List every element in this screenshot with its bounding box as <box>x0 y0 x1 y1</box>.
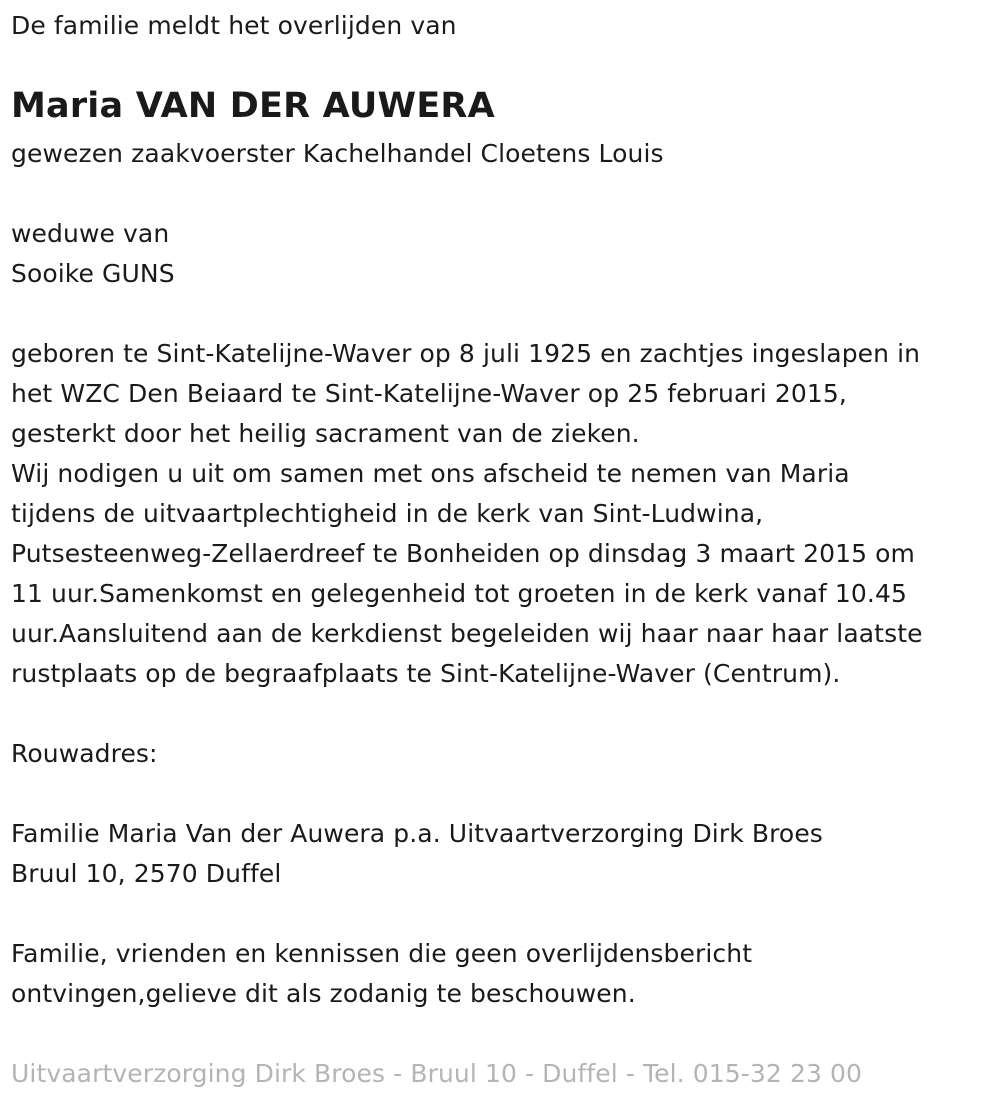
closing-line-1: Familie, vrienden en kennissen die geen overlijdensbericht <box>11 939 753 968</box>
widow-block <box>11 214 175 294</box>
body-line: het WZC Den Beiaard te Sint-Katelijne-Waver op 25 februari 2015, <box>11 379 847 408</box>
mourning-address <box>11 814 823 894</box>
occupation-text: gewezen zaakvoerster Kachelhandel Cloetens Louis <box>11 139 664 168</box>
spouse-name: Sooike GUNS <box>11 259 175 288</box>
widow-of-label: weduwe van <box>11 219 170 248</box>
body-line: geboren te Sint-Katelijne-Waver op 8 juli 1925 en zachtjes ingeslapen in <box>11 339 921 368</box>
closing-line-2: ontvingen,gelieve dit als zodanig te beschouwen. <box>11 979 636 1008</box>
notice-body <box>11 334 923 694</box>
occupation-block <box>11 134 664 174</box>
body-line: 11 uur.Samenkomst en gelegenheid tot groeten in de kerk vanaf 10.45 <box>11 579 907 608</box>
body-line: Wij nodigen u uit om samen met ons afscheid te nemen van Maria <box>11 459 850 488</box>
address-line-2: Bruul 10, 2570 Duffel <box>11 859 282 888</box>
body-line: gesterkt door het heilig sacrament van de zieken. <box>11 419 640 448</box>
deceased-name: Maria VAN DER AUWERA <box>11 86 495 126</box>
address-line-1: Familie Maria Van der Auwera p.a. Uitvaartverzorging Dirk Broes <box>11 819 823 848</box>
intro-text: De familie meldt het overlijden van <box>11 11 457 40</box>
body-line: uur.Aansluitend aan de kerkdienst begeleiden wij haar naar haar laatste <box>11 619 923 648</box>
closing-note <box>11 934 752 1014</box>
mourning-address-label: Rouwadres: <box>11 739 158 768</box>
body-line: rustplaats op de begraafplaats te Sint-Katelijne-Waver (Centrum). <box>11 659 841 688</box>
mourning-address-label-block <box>11 734 158 774</box>
body-line: Putsesteenweg-Zellaerdreef te Bonheiden op dinsdag 3 maart 2015 om <box>11 539 916 568</box>
funeral-home-footer: Uitvaartverzorging Dirk Broes - Bruul 10 - Duffel - Tel. 015-32 23 00 <box>11 1059 863 1088</box>
body-line: tijdens de uitvaartplechtigheid in de kerk van Sint-Ludwina, <box>11 499 764 528</box>
